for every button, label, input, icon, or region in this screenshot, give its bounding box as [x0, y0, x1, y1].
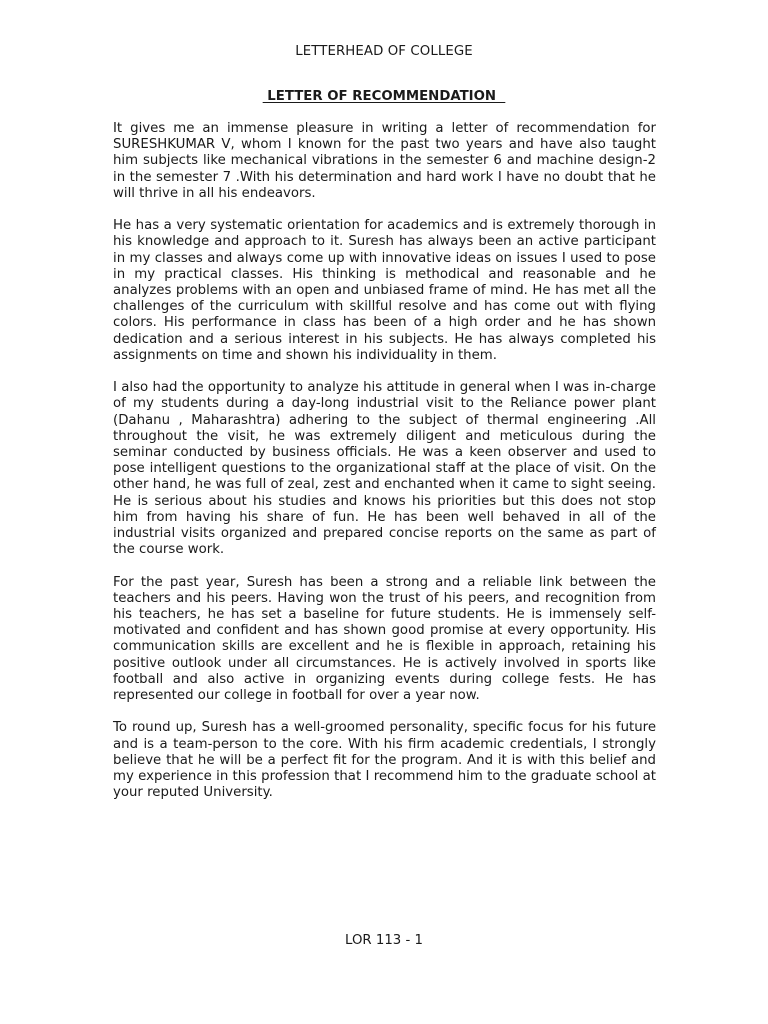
paragraph-academics: He has a very systematic orientation for academics and is extremely thorough in his knowledge and approach to it. Suresh has always been an active participant in my classes and always come up with innovative ideas on issues I used to pose in my practical classes. His thinking is methodical and reasonable and he analyzes problems with an open and unbiased frame of mind. He has met all the challenges of the curriculum with skillful resolve and has come out with flying colors. His performance in class has been of a high order and he has shown dedication and a serious interest in his subjects. He has always completed his assignments on time and shown his individuality in them. — [113, 218, 656, 363]
paragraph-leadership: For the past year, Suresh has been a strong and a reliable link between the teachers and his peers. Having won the trust of his peers, and recognition from his teachers, he has set a baseline for future students. He is immensely self-motivated and confident and has shown good promise at every opportunity. His communication skills are excellent and he is flexible in approach, retaining his positive outlook under all circumstances. He is actively involved in sports like football and also active in organizing events during college fests. He has represented our college in football for over a year now. — [113, 574, 656, 704]
paragraph-introduction: It gives me an immense pleasure in writing a letter of recommendation for SURESHKUMAR V, whom I known for the past two years and have also taught him subjects like mechanical vibrations in the semester 6 and machine design-2 in the semester 7 .With his determination and hard work I have no doubt that he will thrive in all his endeavors. — [113, 121, 656, 201]
letterhead: LETTERHEAD OF COLLEGE — [295, 44, 473, 59]
letter-title — [0, 89, 768, 104]
paragraph-industrial-visit: I also had the opportunity to analyze his attitude in general when I was in-charge of my students during a day-long industrial visit to the Reliance power plant (Dahanu , Maharashtra) adhering to the subject of thermal engineering .All throughout the visit, he was extremely diligent and meticulous during the seminar conducted by business officials. He was a keen observer and used to pose intelligent questions to the organizational staff at the place of visit. On the other hand, he was full of zeal, zest and enchanted when it came to sight seeing. He is serious about his studies and knows his priorities but this does not stop him from having his share of fun. He has been well behaved in all of the industrial visits organized and prepared concise reports on the same as part of the course work. — [113, 380, 656, 558]
paragraph-conclusion: To round up, Suresh has a well-groomed personality, specific focus for his future and is a team-person to the core. With his firm academic credentials, I strongly believe that he will be a perfect fit for the program. And it is with this belief and my experience in this profession that I recommend him to the graduate school at your reputed University. — [113, 720, 656, 801]
letter-body — [113, 121, 656, 818]
letter-title-text: LETTER OF RECOMMENDATION — [262, 89, 506, 104]
page-footer: LOR 113 - 1 — [345, 933, 423, 948]
